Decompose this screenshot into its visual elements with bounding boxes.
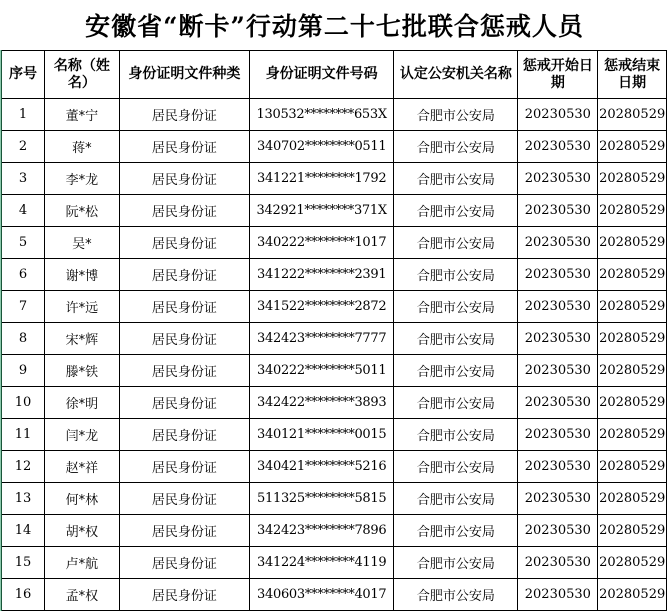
cell-id-number[interactable]: 341221********1792 bbox=[249, 163, 393, 195]
table-row bbox=[2, 291, 667, 323]
cell-id-type[interactable]: 居民身份证 bbox=[119, 291, 249, 323]
cell-start-date[interactable]: 20230530 bbox=[518, 227, 598, 259]
cell-name[interactable]: 李*龙 bbox=[45, 163, 120, 195]
cell-end-date[interactable]: 20280529 bbox=[598, 163, 667, 195]
cell-name[interactable]: 卢*航 bbox=[45, 547, 120, 579]
cell-id-number[interactable]: 342423********7896 bbox=[249, 515, 393, 547]
cell-end-date[interactable]: 20280529 bbox=[598, 515, 667, 547]
cell-id-number[interactable]: 340121********0015 bbox=[249, 419, 393, 451]
cell-id-number[interactable]: 342422********3893 bbox=[249, 387, 393, 419]
column-header-end-date[interactable]: 惩戒结束日期 bbox=[598, 51, 667, 99]
cell-org[interactable]: 合肥市公安局 bbox=[394, 355, 518, 387]
table-row bbox=[2, 323, 667, 355]
cell-end-date[interactable]: 20280529 bbox=[598, 387, 667, 419]
cell-end-date[interactable]: 20280529 bbox=[598, 355, 667, 387]
cell-start-date[interactable]: 20230530 bbox=[518, 355, 598, 387]
cell-org[interactable]: 合肥市公安局 bbox=[394, 99, 518, 131]
cell-no[interactable]: 8 bbox=[2, 323, 45, 355]
cell-org[interactable]: 合肥市公安局 bbox=[394, 131, 518, 163]
cell-id-number[interactable]: 511325********5815 bbox=[249, 483, 393, 515]
table-row bbox=[2, 579, 667, 611]
cell-no[interactable]: 13 bbox=[2, 483, 45, 515]
cell-end-date[interactable]: 20280529 bbox=[598, 323, 667, 355]
cell-start-date[interactable]: 20230530 bbox=[518, 323, 598, 355]
cell-id-type[interactable]: 居民身份证 bbox=[119, 419, 249, 451]
cell-name[interactable]: 阮*松 bbox=[45, 195, 120, 227]
cell-id-type[interactable]: 居民身份证 bbox=[119, 227, 249, 259]
cell-name[interactable]: 谢*博 bbox=[45, 259, 120, 291]
cell-start-date[interactable]: 20230530 bbox=[518, 195, 598, 227]
cell-name[interactable]: 董*宁 bbox=[45, 99, 120, 131]
column-header-start-date[interactable]: 惩戒开始日期 bbox=[518, 51, 598, 99]
cell-id-number[interactable]: 340222********5011 bbox=[249, 355, 393, 387]
cell-end-date[interactable]: 20280529 bbox=[598, 195, 667, 227]
table-row bbox=[2, 483, 667, 515]
cell-end-date[interactable]: 20280529 bbox=[598, 483, 667, 515]
cell-id-number[interactable]: 341222********2391 bbox=[249, 259, 393, 291]
cell-start-date[interactable]: 20230530 bbox=[518, 131, 598, 163]
cell-id-number[interactable]: 342423********7777 bbox=[249, 323, 393, 355]
table-row bbox=[2, 99, 667, 131]
cell-end-date[interactable]: 20280529 bbox=[598, 99, 667, 131]
cell-start-date[interactable]: 20230530 bbox=[518, 579, 598, 611]
table-row bbox=[2, 163, 667, 195]
cell-id-type[interactable]: 居民身份证 bbox=[119, 99, 249, 131]
cell-org[interactable]: 合肥市公安局 bbox=[394, 195, 518, 227]
cell-id-type[interactable]: 居民身份证 bbox=[119, 355, 249, 387]
cell-id-number[interactable]: 340702********0511 bbox=[249, 131, 393, 163]
cell-id-number[interactable]: 340603********4017 bbox=[249, 579, 393, 611]
cell-name[interactable]: 何*林 bbox=[45, 483, 120, 515]
cell-no[interactable]: 15 bbox=[2, 547, 45, 579]
cell-no[interactable]: 14 bbox=[2, 515, 45, 547]
cell-id-type[interactable]: 居民身份证 bbox=[119, 515, 249, 547]
cell-id-number[interactable]: 340222********1017 bbox=[249, 227, 393, 259]
sheet-title: 安徽省“断卡”行动第二十七批联合惩戒人员 bbox=[85, 12, 584, 41]
cell-start-date[interactable]: 20230530 bbox=[518, 387, 598, 419]
cell-org[interactable]: 合肥市公安局 bbox=[394, 419, 518, 451]
cell-end-date[interactable]: 20280529 bbox=[598, 259, 667, 291]
table-row bbox=[2, 419, 667, 451]
cell-name[interactable]: 宋*辉 bbox=[45, 323, 120, 355]
cell-name[interactable]: 赵*祥 bbox=[45, 451, 120, 483]
table-row bbox=[2, 131, 667, 163]
table-row bbox=[2, 227, 667, 259]
cell-id-number[interactable]: 340421********5216 bbox=[249, 451, 393, 483]
cell-name[interactable]: 闫*龙 bbox=[45, 419, 120, 451]
cell-start-date[interactable]: 20230530 bbox=[518, 291, 598, 323]
cell-end-date[interactable]: 20280529 bbox=[598, 579, 667, 611]
cell-id-type[interactable]: 居民身份证 bbox=[119, 195, 249, 227]
cell-name[interactable]: 徐*明 bbox=[45, 387, 120, 419]
cell-id-type[interactable]: 居民身份证 bbox=[119, 163, 249, 195]
cell-end-date[interactable]: 20280529 bbox=[598, 291, 667, 323]
cell-no[interactable]: 7 bbox=[2, 291, 45, 323]
cell-end-date[interactable]: 20280529 bbox=[598, 547, 667, 579]
table-row bbox=[2, 259, 667, 291]
cell-id-type[interactable]: 居民身份证 bbox=[119, 579, 249, 611]
cell-no[interactable]: 2 bbox=[2, 131, 45, 163]
cell-name[interactable]: 蒋* bbox=[45, 131, 120, 163]
cell-no[interactable]: 6 bbox=[2, 259, 45, 291]
cell-id-type[interactable]: 居民身份证 bbox=[119, 131, 249, 163]
cell-no[interactable]: 11 bbox=[2, 419, 45, 451]
cell-id-type[interactable]: 居民身份证 bbox=[119, 547, 249, 579]
cell-name[interactable]: 孟*权 bbox=[45, 579, 120, 611]
cell-start-date[interactable]: 20230530 bbox=[518, 451, 598, 483]
cell-id-type[interactable]: 居民身份证 bbox=[119, 451, 249, 483]
cell-no[interactable]: 5 bbox=[2, 227, 45, 259]
cell-end-date[interactable]: 20280529 bbox=[598, 131, 667, 163]
cell-start-date[interactable]: 20230530 bbox=[518, 547, 598, 579]
cell-name[interactable]: 许*远 bbox=[45, 291, 120, 323]
column-header-id-type[interactable]: 身份证明文件种类 bbox=[119, 51, 249, 99]
cell-start-date[interactable]: 20230530 bbox=[518, 419, 598, 451]
cell-name[interactable]: 吴* bbox=[45, 227, 120, 259]
cell-org[interactable]: 合肥市公安局 bbox=[394, 547, 518, 579]
cell-no[interactable]: 1 bbox=[2, 99, 45, 131]
cell-no[interactable]: 12 bbox=[2, 451, 45, 483]
table-row bbox=[2, 451, 667, 483]
cell-id-number[interactable]: 130532********653X bbox=[249, 99, 393, 131]
selection-column-marker bbox=[0, 50, 2, 611]
cell-org[interactable]: 合肥市公安局 bbox=[394, 291, 518, 323]
cell-end-date[interactable]: 20280529 bbox=[598, 419, 667, 451]
cell-org[interactable]: 合肥市公安局 bbox=[394, 515, 518, 547]
column-header-org[interactable]: 认定公安机关名称 bbox=[394, 51, 518, 99]
cell-org[interactable]: 合肥市公安局 bbox=[394, 163, 518, 195]
column-header-id-number[interactable]: 身份证明文件号码 bbox=[249, 51, 393, 99]
column-header-no[interactable]: 序号 bbox=[2, 51, 45, 99]
cell-id-type[interactable]: 居民身份证 bbox=[119, 323, 249, 355]
cell-end-date[interactable]: 20280529 bbox=[598, 227, 667, 259]
cell-start-date[interactable]: 20230530 bbox=[518, 259, 598, 291]
table-row bbox=[2, 547, 667, 579]
cell-org[interactable]: 合肥市公安局 bbox=[394, 579, 518, 611]
cell-start-date[interactable]: 20230530 bbox=[518, 483, 598, 515]
cell-end-date[interactable]: 20280529 bbox=[598, 451, 667, 483]
cell-start-date[interactable]: 20230530 bbox=[518, 163, 598, 195]
cell-org[interactable]: 合肥市公安局 bbox=[394, 259, 518, 291]
cell-id-type[interactable]: 居民身份证 bbox=[119, 387, 249, 419]
punishment-table bbox=[1, 50, 667, 611]
table-row bbox=[2, 355, 667, 387]
cell-id-number[interactable]: 341522********2872 bbox=[249, 291, 393, 323]
cell-name[interactable]: 胡*权 bbox=[45, 515, 120, 547]
cell-no[interactable]: 4 bbox=[2, 195, 45, 227]
cell-no[interactable]: 10 bbox=[2, 387, 45, 419]
header-row bbox=[2, 51, 667, 99]
column-header-name[interactable]: 名称（姓名） bbox=[45, 51, 120, 99]
cell-id-type[interactable]: 居民身份证 bbox=[119, 259, 249, 291]
cell-no[interactable]: 16 bbox=[2, 579, 45, 611]
cell-start-date[interactable]: 20230530 bbox=[518, 99, 598, 131]
cell-org[interactable]: 合肥市公安局 bbox=[394, 387, 518, 419]
cell-org[interactable]: 合肥市公安局 bbox=[394, 451, 518, 483]
table-row bbox=[2, 195, 667, 227]
cell-org[interactable]: 合肥市公安局 bbox=[394, 227, 518, 259]
table-row bbox=[2, 387, 667, 419]
cell-id-number[interactable]: 341224********4119 bbox=[249, 547, 393, 579]
cell-org[interactable]: 合肥市公安局 bbox=[394, 323, 518, 355]
table-row bbox=[2, 515, 667, 547]
cell-id-type[interactable]: 居民身份证 bbox=[119, 483, 249, 515]
cell-start-date[interactable]: 20230530 bbox=[518, 515, 598, 547]
cell-no[interactable]: 3 bbox=[2, 163, 45, 195]
cell-no[interactable]: 9 bbox=[2, 355, 45, 387]
cell-id-number[interactable]: 342921********371X bbox=[249, 195, 393, 227]
cell-org[interactable]: 合肥市公安局 bbox=[394, 483, 518, 515]
cell-name[interactable]: 滕*铁 bbox=[45, 355, 120, 387]
